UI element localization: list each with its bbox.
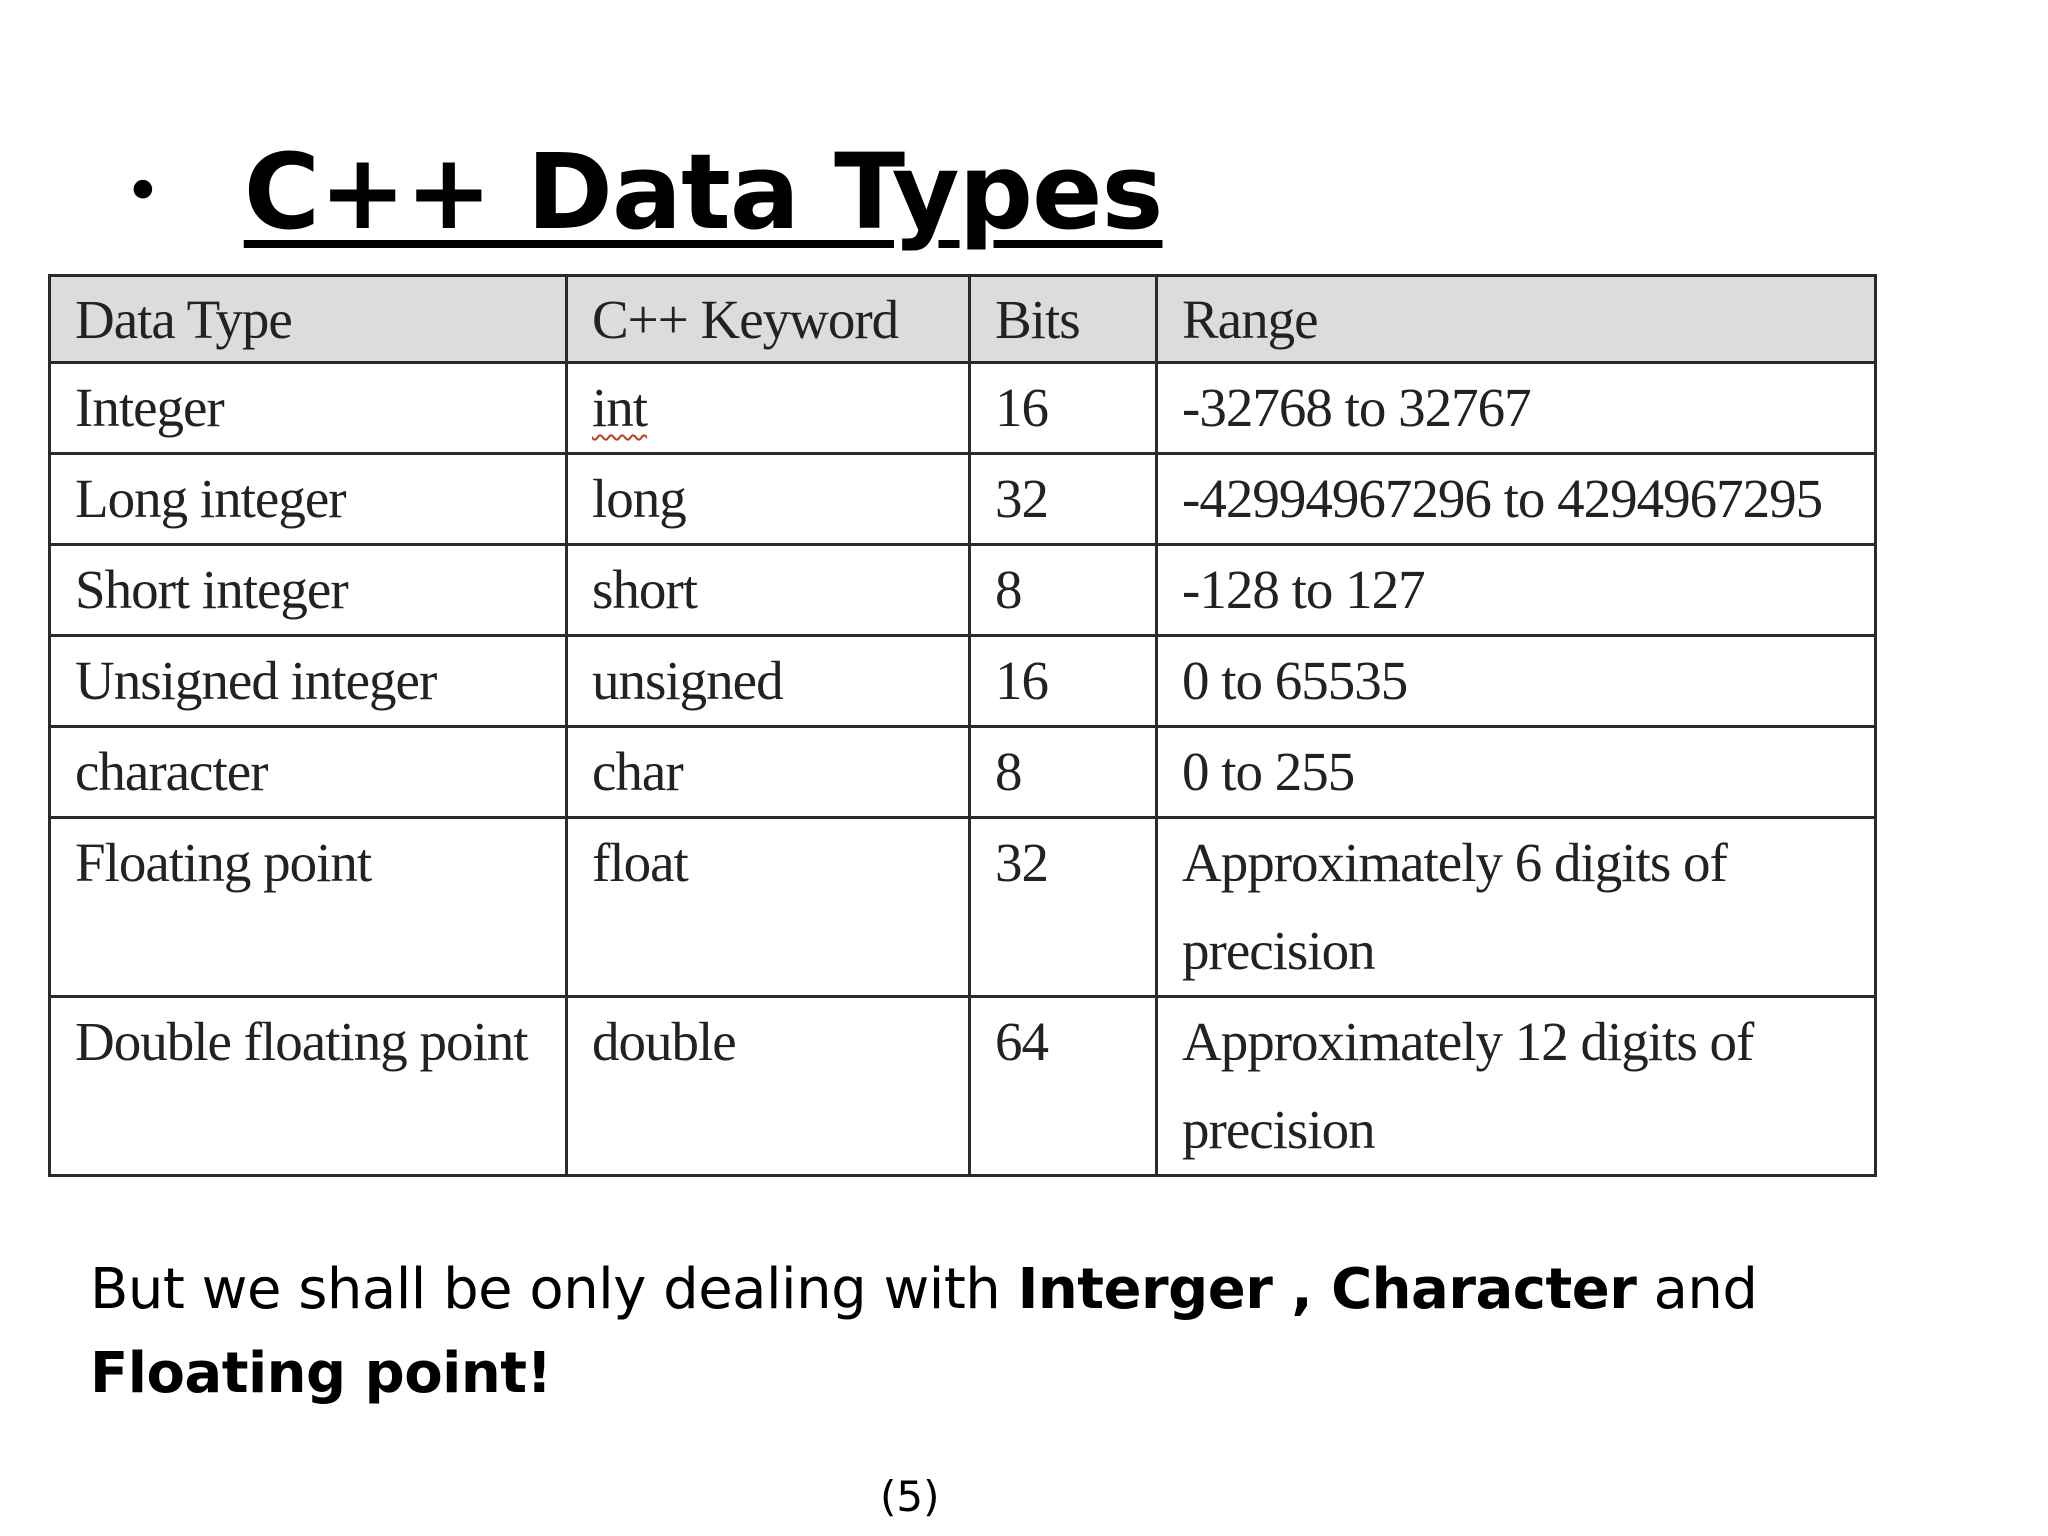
cell-keyword: long <box>567 454 970 545</box>
footer-bold-floating: Floating point! <box>90 1341 552 1406</box>
cell-data-type: character <box>50 727 567 818</box>
cell-range: 0 to 65535 <box>1157 636 1876 727</box>
cell-range: Approximately 6 digits of precision <box>1157 818 1876 997</box>
cell-bits: 32 <box>970 454 1157 545</box>
cell-keyword: short <box>567 545 970 636</box>
table-row <box>50 818 1876 997</box>
cell-keyword: float <box>567 818 970 997</box>
table-row <box>50 363 1876 454</box>
keyword-text: int <box>592 377 648 438</box>
cell-range: Approximately 12 digits of precision <box>1157 997 1876 1176</box>
cell-bits: 32 <box>970 818 1157 997</box>
cell-data-type: Unsigned integer <box>50 636 567 727</box>
cell-data-type: Long integer <box>50 454 567 545</box>
page-number: (5) <box>880 1472 940 1521</box>
header-cpp-keyword: C++ Keyword <box>567 276 970 363</box>
table-row <box>50 636 1876 727</box>
cell-keyword <box>567 363 970 454</box>
cell-bits: 16 <box>970 363 1157 454</box>
cell-bits: 64 <box>970 997 1157 1176</box>
table-row <box>50 727 1876 818</box>
cell-keyword: unsigned <box>567 636 970 727</box>
header-range: Range <box>1157 276 1876 363</box>
footer-text-1: But we shall be only dealing with <box>90 1257 1018 1322</box>
cell-keyword: double <box>567 997 970 1176</box>
cell-data-type: Short integer <box>50 545 567 636</box>
cell-range: 0 to 255 <box>1157 727 1876 818</box>
table-row <box>50 454 1876 545</box>
table-row <box>50 997 1876 1176</box>
cell-range: -128 to 127 <box>1157 545 1876 636</box>
header-bits: Bits <box>970 276 1157 363</box>
cell-bits: 8 <box>970 545 1157 636</box>
slide-title: C++ Data Types <box>243 131 1163 253</box>
cell-data-type: Floating point <box>50 818 567 997</box>
cell-range: -32768 to 32767 <box>1157 363 1876 454</box>
footer-text-2: and <box>1636 1257 1758 1322</box>
cell-data-type: Double floating point <box>50 997 567 1176</box>
table-header-row <box>50 276 1876 363</box>
cell-range: -42994967296 to 4294967295 <box>1157 454 1876 545</box>
cell-bits: 16 <box>970 636 1157 727</box>
footer-bold-types: Interger , Character <box>1017 1257 1637 1322</box>
bullet-icon: • <box>124 155 162 229</box>
cell-data-type: Integer <box>50 363 567 454</box>
cell-bits: 8 <box>970 727 1157 818</box>
cell-keyword: char <box>567 727 970 818</box>
table-row <box>50 545 1876 636</box>
footer-note <box>90 1248 1890 1416</box>
header-data-type: Data Type <box>50 276 567 363</box>
data-types-table <box>48 274 1877 1177</box>
slide-title-row <box>124 132 1162 252</box>
